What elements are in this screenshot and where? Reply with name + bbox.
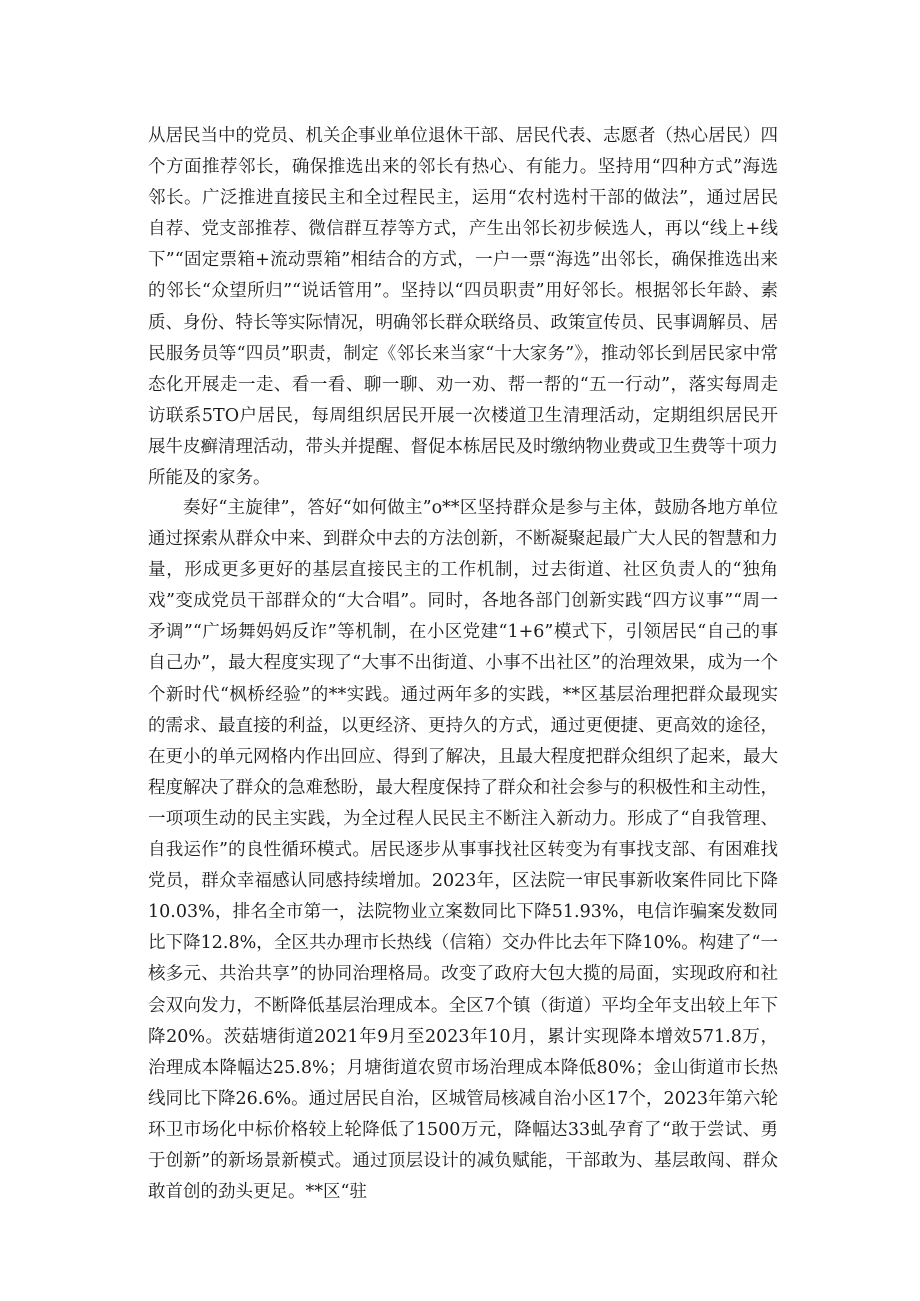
body-paragraph-1: 从居民当中的党员、机关企事业单位退休干部、居民代表、志愿者（热心居民）四个方面推荐邻长，确保推选出来的邻长有热心、有能力。坚持用“四种方式”海选邻长。广泛推进直接民主和全过程民主，运用“农村选村干部的做法”，通过居民自荐、党支部推荐、微信群互荐等方式，产生出邻长初步候选人，再以“线上+线下”“固定票箱+流动票箱”相结合的方式，一户一票“海选”出邻长，确保推选出来的邻长“众望所归”“说话管用”。坚持以“四员职责”用好邻长。根据邻长年龄、素质、身份、特长等实际情况，明确邻长群众联络员、政策宣传员、民事调解员、居民服务员等“四员”职责，制定《邻长来当家“十大家务”》，推动邻长到居民家中常态化开展走一走、看一看、聊一聊、劝一劝、帮一帮的“五一行动”，落实每周走访联系5TO户居民，每周组织居民开展一次楼道卫生清理活动，定期组织居民开展牛皮癣清理活动，带头并提醒、督促本栋居民及时缴纳物业费或卫生费等十项力所能及的家务。 <box>148 126 778 489</box>
body-paragraph-2: 奏好“主旋律”，答好“如何做主”o**区坚持群众是参与主体，鼓励各地方单位通过探索从群众中来、到群众中去的方法创新，不断凝聚起最广大人民的智慧和力量，形成更多更好的基层直接民主的工作机制，过去街道、社区负责人的“独角戏”变成党员干部群众的“大合唱”。同时，各地各部门创新实践“四方议事”“周一矛调”“广场舞妈妈反诈”等机制，在小区党建“1+6”模式下，引领居民“自己的事自己办”，最大程度实现了“大事不出街道、小事不出社区”的治理效果，成为一个个新时代“枫桥经验”的**实践。通过两年多的实践，**区基层治理把群众最现实的需求、最直接的利益，以更经济、更持久的方式，通过更便捷、更高效的途径，在更小的单元网格内作出回应、得到了解决，且最大程度把群众组织了起来，最大程度解决了群众的急难愁盼，最大程度保持了群众和社会参与的积极性和主动性，一项项生动的民主实践，为全过程人民民主不断注入新动力。形成了“自我管理、自我运作”的良性循环模式。居民逐步从事事找社区转变为有事找支部、有困难找党员，群众幸福感认同感持续增加。2023年，区法院一审民事新收案件同比下降10.03%，排名全市第一，法院物业立案数同比下降51.93%，电信诈骗案发数同比下降12.8%，全区共办理市长热线（信箱）交办件比去年下降10%。构建了“一核多元、共治共享”的协同治理格局。改变了政府大包大揽的局面，实现政府和社会双向发力，不断降低基层治理成本。全区7个镇（街道）平均全年支出较上年下降20%。茨菇塘街道2021年9月至2023年10月，累计实现降本增效571.8万，治理成本降幅达25.8%；月塘街道农贸市场治理成本降低80%；金山街道市长热线同比下降26.6%。通过居民自治，区城管局核减自治小区17个，2023年第六轮环卫市场化中标价格较上轮降低了1500万元，降幅达33虬孕育了“敢于尝试、勇于创新”的新场景新模式。通过顶层设计的减负赋能，干部敢为、基层敢闯、群众敢首创的劲头更足。**区“驻 <box>148 498 778 1203</box>
